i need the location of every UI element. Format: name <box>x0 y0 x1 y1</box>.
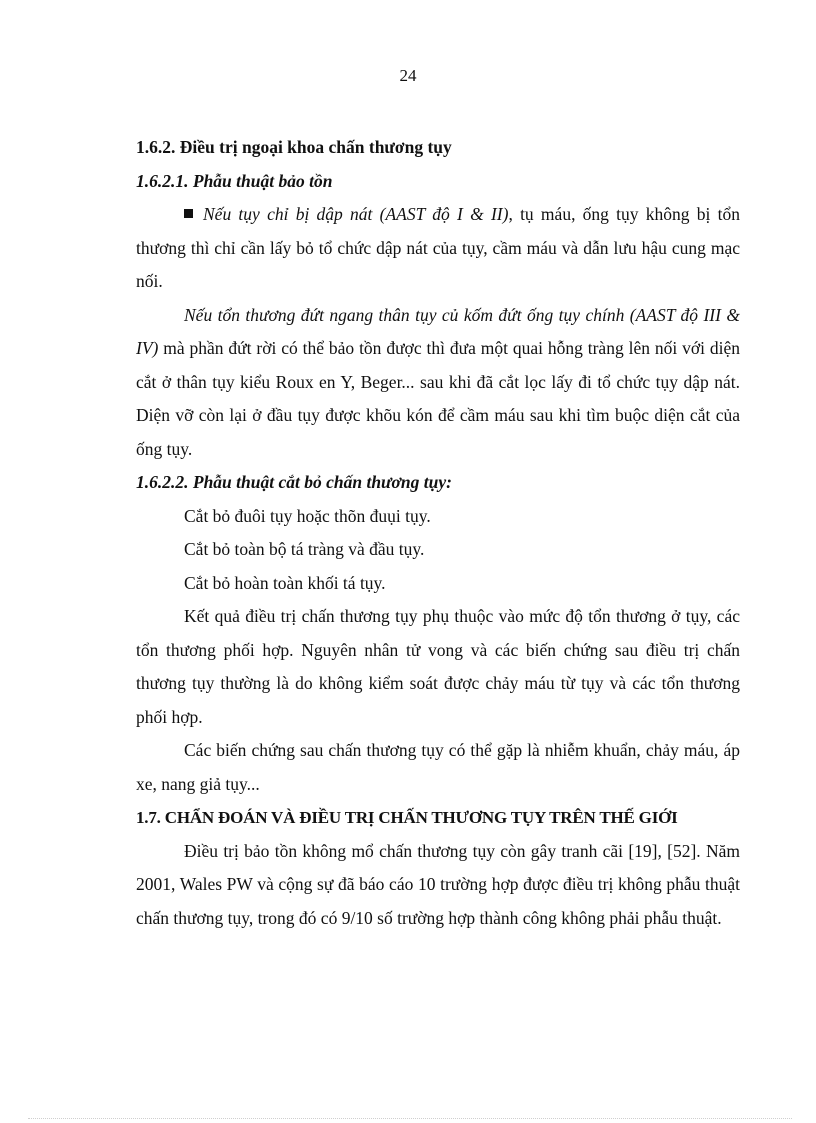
paragraph-text: , tụ máu, ống tụy không bị tổn thương thì chỉ cần lấy bỏ tổ chức dập nát của tụy, cầm máu và dẫn lưu hậu cung mạc nối. <box>136 204 741 291</box>
list-item: Cắt bỏ đuôi tụy hoặc thõn đuụi tụy. <box>184 505 431 526</box>
paragraph-roux-en-y <box>136 299 740 467</box>
paragraph-italic-lead: Nếu tụy chỉ bị dập nát (AAST độ I & II) <box>203 204 509 224</box>
section-heading-1-7: 1.7. CHẨN ĐOÁN VÀ ĐIỀU TRỊ CHẤN THƯƠNG TỤY TRÊN THẾ GIỚI <box>136 808 678 827</box>
paragraph-nonoperative: Điều trị bảo tồn không mổ chấn thương tụy còn gây tranh cãi [19], [52]. Năm 2001, Wales PW và cộng sự đã báo cáo 10 trường hợp được điều trị không phẫu thuật chấn thương tụy, trong đó có 9/10 số trường hợp thành công không phải phẫu thuật. <box>136 840 740 928</box>
paragraph-conservative-surgery <box>136 198 740 299</box>
paragraph-italic-lead: Nếu tổn thương đứt ngang thân tụy củ kốm đứt ống tụy chính (AAST độ III & IV) <box>136 304 740 358</box>
list-item: Cắt bỏ toàn bộ tá tràng và đầu tụy. <box>184 539 425 559</box>
paragraph-text: mà phần đứt rời có thể bảo tồn được thì đưa một quai hỗng tràng lên nối với diện cắt ở thân tụy kiểu Roux en Y, Beger... sau khi đã cắt lọc lấy đi tổ chức tụy dập nát. Diện vỡ còn lại ở đầu tụy được khõu kón để cầm máu sau khi tìm buộc diện cắt của ống tụy. <box>136 338 740 459</box>
subsection-heading-1-6-2-2: 1.6.2.2. Phẫu thuật cắt bỏ chấn thương tụy: <box>136 472 452 492</box>
square-bullet-icon <box>184 209 193 218</box>
paragraph-complications: Các biến chứng sau chấn thương tụy có thể gặp là nhiễm khuẩn, chảy máu, áp xe, nang giả tụy... <box>136 740 740 794</box>
section-heading-1-6-2: 1.6.2. Điều trị ngoại khoa chấn thương tụy <box>136 137 452 157</box>
list-item: Cắt bỏ hoàn toàn khối tá tụy. <box>184 572 386 593</box>
page-bottom-divider <box>28 1118 792 1119</box>
page-number: 24 <box>399 66 417 85</box>
subsection-heading-1-6-2-1: 1.6.2.1. Phẫu thuật bảo tồn <box>136 170 333 191</box>
document-body <box>136 131 740 935</box>
paragraph-results: Kết quả điều trị chấn thương tụy phụ thuộc vào mức độ tổn thương ở tụy, các tổn thương phối hợp. Nguyên nhân tử vong và các biến chứng sau điều trị chấn thương tụy thường là do không kiểm soát được chảy máu từ tụy và các tổn thương phối hợp. <box>136 606 740 727</box>
